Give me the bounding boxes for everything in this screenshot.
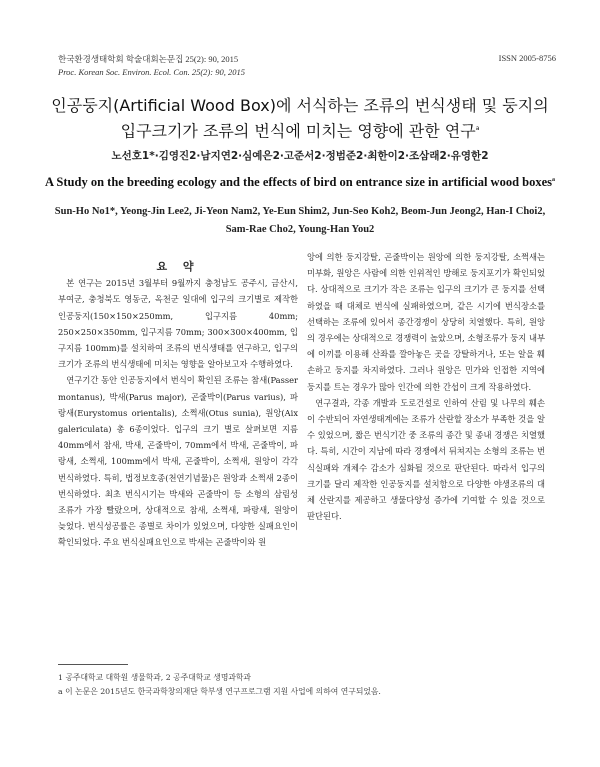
abstract-right-column — [307, 249, 545, 524]
title-kr-line2 — [30, 118, 570, 142]
footnote-funding: a 이 논문은 2015년도 한국과학창의재단 학부생 연구프로그램 지원 사업에 의하여 연구되었음. — [58, 687, 381, 696]
authors-en-line1: Sun-Ho No1*, Yeong-Jin Lee2, Ji-Yeon Nam2, Ye-Eun Shim2, Jun-Seo Koh2, Beom-Jun Jeong2, Han-I Choi2, — [54, 206, 546, 217]
title-en-text: A Study on the breeding ecology and the effects of bird on entrance size in artificial wood boxes — [44, 175, 553, 189]
abstract-paragraph: 연구기간 동안 인공둥지에서 번식이 확인된 조류는 참새(Passer montanus), 박새(Parus major), 곤줄박이(Parus varius), 파랑새(Eurystomus orientalis), 소쩍새(Otus sunia), 원앙(Aix galericulata) 총 6종이었다. 입구의 크기 별로 살펴보면 지름 40mm에서 참새, 박새, 곤줄박이, 70mm에서 박새, 곤줄박이, 파랑새, 소쩍새, 100mm에서 박새, 곤줄박이, 소쩍새, 원앙이 각각 번식하였다. 특히, 법정보호종(천연기념물)은 원앙과 소쩍새 2종이 번식하였다. 최초 번식시기는 박새와 곤줄박이 등 소형의 삼림성 조류가 가장 빨랐으며, 상대적으로 참새, 소쩍새, 파랑새, 원앙이 늦었다. 번식성공률은 종별로 차이가 있었으며, 다양한 실패요인이 확인되었다. 주요 번식실패요인으로 박새는 곤줄박이와 원 — [58, 375, 298, 548]
journal-header-en: Proc. Korean Soc. Environ. Ecol. Con. 25(2): 90, 2015 — [58, 67, 245, 77]
title-en-sup: a — [552, 176, 556, 183]
issn: ISSN 2005-8756 — [498, 53, 556, 63]
title-kr-line1: 인공둥지(Artificial Wood Box)에 서식하는 조류의 번식생태 및 둥지의 — [51, 96, 549, 115]
authors-en-line2: Sam-Rae Cho2, Young-Han You2 — [225, 224, 375, 235]
abstract-left-column — [58, 259, 298, 551]
authors-kr: 노선호1*·김영진2·남지연2·심예은2·고준서2·정범준2·최한이2·조삼래2·유영한2 — [111, 150, 489, 162]
abstract-heading: 요 약 — [156, 260, 200, 273]
journal-header-kr: 한국환경생태학회 학술대회논문집 25(2): 90, 2015 — [58, 54, 239, 64]
abstract-paragraph: 앙에 의한 둥지강탈, 곤줄박이는 원앙에 의한 둥지강탈, 소쩍새는 미부화, 원앙은 사람에 의한 인위적인 방해로 둥지포기가 확인되었다. 상대적으로 크기가 작은 조류는 입구의 크기가 큰 둥지를 선택하였을 때 대체로 번식에 실패하였으며, 같은 시기에 번식장소를 선택하는 조류에 있어서 종간경쟁이 상당히 치열했다. 특히, 원앙의 경우에는 상대적으로 경쟁력이 높았으며, 소형조류가 둥지 내부에 이끼를 이용해 산좌를 깔아놓은 곳을 강탈하거나, 또는 알을 훼손하고 둥지를 차지하였다. 그러나 원앙은 민가와 인접한 지역에 둥지를 트는 경우가 많아 인간에 의한 간섭이 크게 작용하였다. — [307, 252, 545, 392]
footnote-affiliation: 1 공주대학교 대학원 생물학과, 2 공주대학교 생명과학과 — [58, 673, 251, 682]
abstract-paragraph: 연구결과, 각종 개발과 도로건설로 인하여 산림 및 나무의 훼손이 수반되어 자연생태계에는 조류가 산란할 장소가 부족한 것을 알 수 있었으며, 짧은 번식기간 중 조류의 종간 및 종내 경쟁은 치열했다. 특히, 시간이 지남에 따라 경쟁에서 뒤쳐지는 소형의 조류는 번식실패와 개체수 감소가 심화될 것으로 판단된다. 따라서 입구의 크기를 달리 제작한 인공둥지를 설치함으로 다양한 야생조류의 대체 산란지를 제공하고 생물다양성 증가에 기여할 수 있을 것으로 판단된다. — [307, 397, 545, 522]
authors-en — [40, 203, 560, 239]
title-kr-sup: a — [475, 125, 480, 132]
title-en — [20, 175, 580, 190]
footnote-divider — [58, 664, 128, 665]
abstract-paragraph: 본 연구는 2015년 3월부터 9월까지 충청남도 공주시, 금산시, 부여군, 충청북도 영동군, 옥천군 일대에 입구의 크기별로 제작한 인공둥지(150×150×250mm, 입구지름 40mm; 250×250×350mm, 입구지름 70mm; 300×300×400mm, 입구지름 100mm)를 설치하여 조류의 번식생태를 연구하고, 입구의 크기가 조류의 번식생태에 미치는 영향을 알아보고자 수행하였다. — [58, 278, 298, 370]
title-kr-line2-text: 입구크기가 조류의 번식에 미치는 영향에 관한 연구 — [120, 121, 476, 141]
